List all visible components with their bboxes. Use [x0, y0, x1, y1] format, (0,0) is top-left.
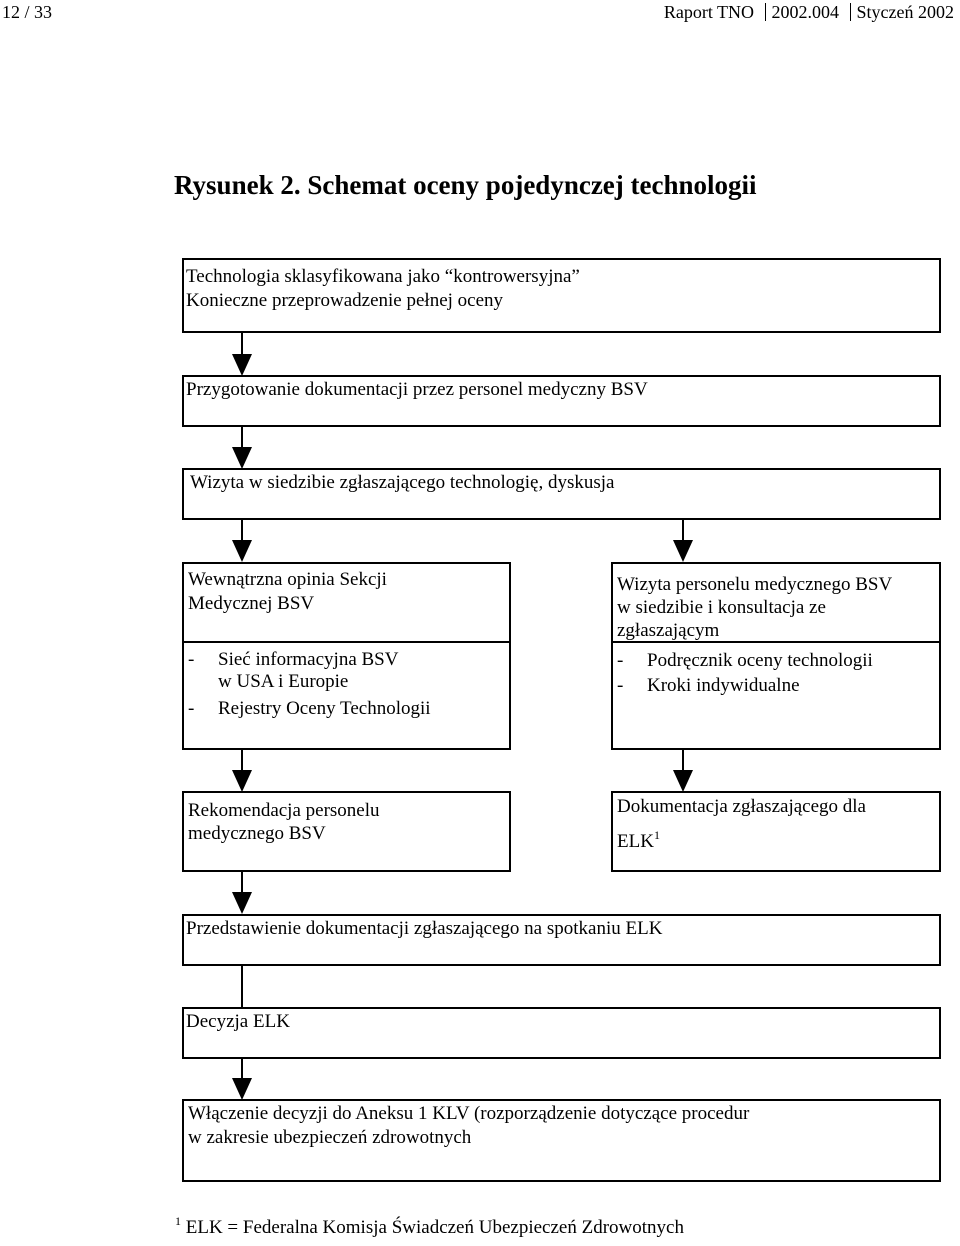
recommendation-line-2: medycznego BSV [188, 823, 326, 844]
list-dash: - [188, 649, 195, 670]
flow-arrow-head [232, 892, 252, 914]
footnote-mark: 1 [175, 1214, 181, 1228]
list-dash: - [617, 675, 624, 696]
recommendation-box [182, 791, 511, 872]
item-text: Rejestry Oceny Technologii [218, 698, 431, 719]
recommendation-line-1: Rekomendacja personelu [188, 800, 380, 821]
flow-arrow-head [232, 354, 252, 376]
classification-line-2: Konieczne przeprowadzenie pełnej oceny [186, 290, 504, 311]
footnote [175, 1214, 684, 1239]
item-text: Podręcznik oceny technologii [647, 650, 873, 671]
documentation-box [611, 791, 941, 872]
inclusion-line-1: Włączenie decyzji do Aneksu 1 KLV (rozporządzenie dotyczące procedur [188, 1103, 750, 1124]
flow-connector [241, 966, 243, 1008]
list-dash: - [617, 650, 624, 671]
inclusion-box [182, 1099, 941, 1182]
internal-opinion-divider [184, 641, 511, 643]
internal-opinion-title-2: Medycznej BSV [188, 593, 315, 614]
flow-arrow-head [232, 540, 252, 562]
presentation-text: Przedstawienie dokumentacji zgłaszającego na spotkaniu ELK [186, 918, 663, 939]
item-text: Kroki indywidualne [647, 675, 800, 696]
staff-visit-box [611, 562, 941, 750]
footnote-text: ELK = Federalna Komisja Świadczeń Ubezpieczeń Zdrowotnych [185, 1217, 684, 1238]
header-separator [850, 3, 851, 21]
staff-visit-divider [613, 641, 941, 643]
staff-visit-title-3: zgłaszającym [617, 620, 720, 641]
running-header [664, 2, 954, 23]
flow-arrow-head [673, 540, 693, 562]
staff-visit-item [617, 649, 873, 673]
flow-arrow-head [673, 770, 693, 792]
classification-box [182, 258, 941, 333]
internal-opinion-title-1: Wewnątrzna opinia Sekcji [188, 569, 387, 590]
list-dash: - [188, 698, 195, 719]
flow-arrow-head [232, 770, 252, 792]
flow-arrow-head [232, 1078, 252, 1100]
presentation-box [182, 914, 941, 966]
item-text: Sieć informacyjna BSV [218, 649, 399, 670]
header-separator [765, 3, 766, 21]
internal-opinion-item-cont: w USA i Europie [218, 671, 349, 692]
documentation-line-2 [617, 823, 660, 854]
visit-text: Wizyta w siedzibie zgłaszającego technologię, dyskusja [190, 472, 615, 493]
internal-opinion-item [188, 697, 431, 721]
staff-visit-item [617, 674, 800, 698]
classification-line-1: Technologia sklasyfikowana jako “kontrowersyjna” [186, 266, 580, 287]
internal-opinion-item [188, 648, 398, 672]
flow-arrow-head [232, 447, 252, 469]
figure-title: Rysunek 2. Schemat oceny pojedynczej technologii [174, 170, 757, 200]
staff-visit-title-2: w siedzibie i konsultacja ze [617, 597, 826, 618]
internal-opinion-box [182, 562, 511, 750]
report-number: 2002.004 [771, 2, 840, 22]
report-name: Raport TNO [663, 2, 755, 22]
footnote-reference: 1 [653, 828, 660, 842]
visit-box [182, 468, 941, 520]
staff-visit-title-1: Wizyta personelu medycznego BSV [617, 574, 893, 595]
page-number: 12 / 33 [2, 2, 53, 22]
decision-text: Decyzja ELK [186, 1011, 290, 1032]
documentation-line-1: Dokumentacja zgłaszającego dla [617, 796, 866, 817]
inclusion-line-2: w zakresie ubezpieczeń zdrowotnych [188, 1127, 472, 1148]
preparation-box [182, 375, 941, 427]
report-date: Styczeń 2002 [856, 2, 954, 22]
decision-box [182, 1007, 941, 1059]
preparation-text: Przygotowanie dokumentacji przez personel medyczny BSV [186, 379, 648, 400]
documentation-elk: ELK [617, 831, 654, 852]
